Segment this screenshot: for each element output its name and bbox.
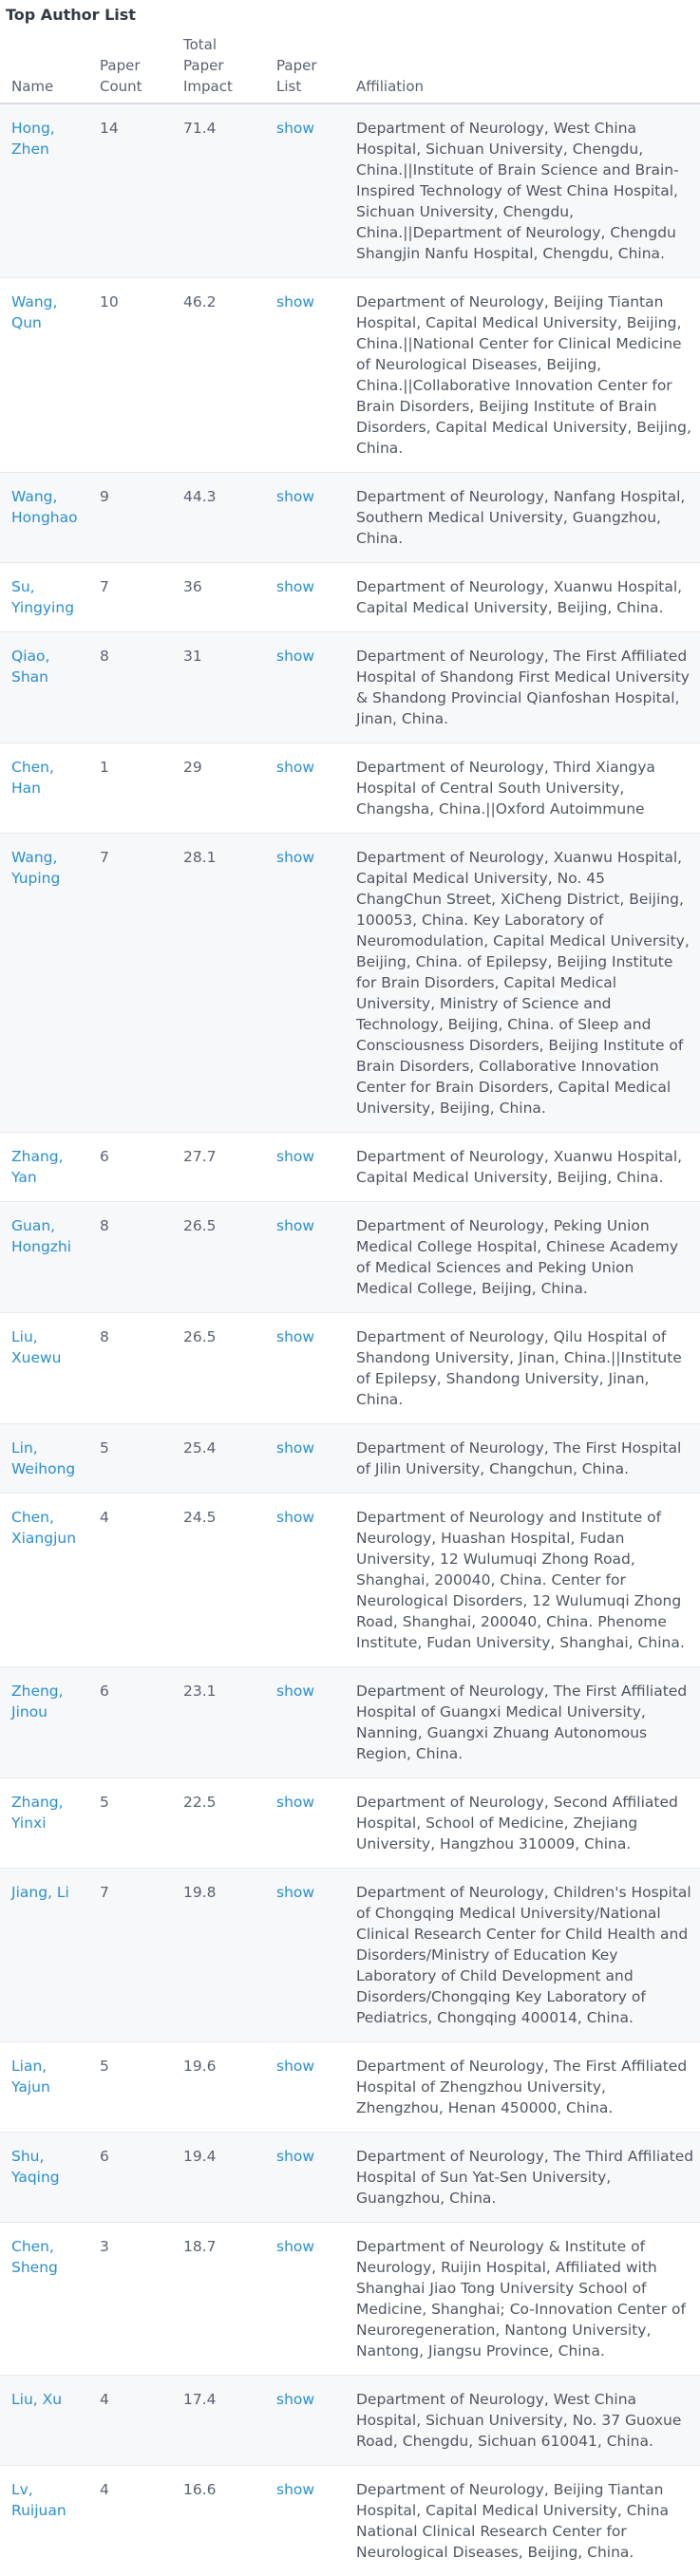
paper-count: 4 [100,2481,109,2498]
author-name-link-cell [0,2223,88,2376]
affiliation-text-cell [345,2466,700,2576]
paper-count: 8 [100,1217,109,1234]
affiliation-text-cell [345,103,700,278]
paper-count: 6 [100,1683,109,1700]
table-row [0,103,700,278]
affiliation-text: Department of Neurology, Beijing Tiantan Hospital, Capital Medical University, Beijing, China.||National Center for Clinical Medicine of Neurological Diseases, Beijing, China.||Collaborative Innovation Center for Brain Disorders, Beijing Institute of Brain Disorders, Capital Medical University, Beijing, China. [356,293,691,457]
paper-list-show-link-cell [265,2466,345,2576]
author-name-link[interactable]: Hong, Zhen [11,120,55,158]
affiliation-text: Department of Neurology, Children's Hospital of Chongqing Medical University/National Clinical Research Center for Child Health and Disorders/Ministry of Education Key Laboratory of Child Development and Disorders/Chongqing Key Laboratory of Pediatrics, Chongqing 400014, China. [356,1884,691,2026]
total-paper-impact-cell [172,1778,265,1869]
affiliation-text: Department of Neurology, The First Affiliated Hospital of Guangxi Medical University, Nanning, Guangxi Zhuang Autonomous Region, China. [356,1683,687,1762]
author-name-link-cell [0,2466,88,2576]
affiliation-text: Department of Neurology, Nanfang Hospital, Southern Medical University, Guangzhou, China. [356,488,685,547]
paper-list-show-link[interactable]: show [276,1509,314,1526]
total-paper-impact-cell [172,278,265,473]
paper-count-cell [88,1869,172,2042]
paper-list-show-link-cell [265,1778,345,1869]
affiliation-text-cell [345,1424,700,1494]
affiliation-text: Department of Neurology, West China Hospital, Sichuan University, No. 37 Guoxue Road, Chengdu, Sichuan 610041, China. [356,2391,681,2450]
paper-count-cell [88,1313,172,1424]
author-name-link-cell [0,278,88,473]
author-name-link-cell [0,563,88,632]
affiliation-text-cell [345,2223,700,2376]
header-paper-count: Paper Count [88,28,172,103]
author-name-link[interactable]: Wang, Honghao [11,488,78,526]
header-row [0,28,700,103]
paper-count: 6 [100,1148,109,1165]
paper-list-show-link[interactable]: show [276,120,314,137]
total-paper-impact-cell [172,103,265,278]
author-name-link-cell [0,1667,88,1778]
author-name-link-cell [0,1869,88,2042]
paper-count: 5 [100,1794,109,1811]
paper-count: 1 [100,759,109,776]
affiliation-text-cell [345,473,700,563]
affiliation-text-cell [345,278,700,473]
total-paper-impact: 23.1 [183,1683,217,1700]
paper-list-show-link-cell [265,1424,345,1494]
author-name-link[interactable]: Chen, Sheng [11,2238,58,2276]
paper-count-cell [88,1424,172,1494]
total-paper-impact: 22.5 [183,1794,217,1811]
total-paper-impact: 28.1 [183,849,217,866]
table-row [0,1778,700,1869]
paper-count-cell [88,1667,172,1778]
total-paper-impact-cell [172,743,265,834]
affiliation-text-cell [345,1667,700,1778]
paper-list-show-link[interactable]: show [276,1148,314,1165]
paper-count-cell [88,1778,172,1869]
table-row [0,743,700,834]
paper-list-show-link-cell [265,1667,345,1778]
total-paper-impact: 26.5 [183,1328,217,1345]
author-name-link[interactable]: Su, Yingying [11,578,74,616]
paper-list-show-link[interactable]: show [276,759,314,776]
paper-count-cell [88,473,172,563]
table-row [0,1133,700,1202]
total-paper-impact-cell [172,1869,265,2042]
paper-list-show-link-cell [265,2133,345,2223]
author-name-link-cell [0,834,88,1133]
affiliation-text-cell [345,1494,700,1667]
total-paper-impact-cell [172,2466,265,2576]
total-paper-impact-cell [172,2376,265,2466]
author-name-link[interactable]: Zhang, Yinxi [11,1794,64,1832]
author-name-link-cell [0,2042,88,2133]
paper-count: 7 [100,849,109,866]
total-paper-impact: 36 [183,578,202,595]
table-row [0,1869,700,2042]
paper-count-cell [88,2223,172,2376]
total-paper-impact: 19.8 [183,1884,217,1901]
total-paper-impact-cell [172,632,265,743]
total-paper-impact-cell [172,2223,265,2376]
paper-count-cell [88,2042,172,2133]
paper-list-show-link-cell [265,743,345,834]
affiliation-text-cell [345,1869,700,2042]
paper-count: 8 [100,1328,109,1345]
affiliation-text-cell [345,2042,700,2133]
table-row [0,278,700,473]
paper-count: 7 [100,578,109,595]
paper-count: 14 [100,120,119,137]
total-paper-impact-cell [172,473,265,563]
total-paper-impact: 26.5 [183,1217,217,1234]
paper-list-show-link-cell [265,1202,345,1313]
paper-count: 9 [100,488,109,505]
affiliation-text: Department of Neurology, The First Affiliated Hospital of Shandong First Medical University & Shandong Provincial Qianfoshan Hospital, Jinan, China. [356,648,690,727]
paper-count: 10 [100,293,119,310]
affiliation-text-cell [345,743,700,834]
paper-count-cell [88,1494,172,1667]
total-paper-impact: 19.6 [183,2058,217,2075]
paper-list-show-link[interactable]: show [276,2238,314,2255]
author-name-link-cell [0,632,88,743]
author-name-link-cell [0,743,88,834]
table-row [0,2042,700,2133]
author-name-link-cell [0,103,88,278]
total-paper-impact-cell [172,1313,265,1424]
total-paper-impact-cell [172,1667,265,1778]
affiliation-text-cell [345,1133,700,1202]
paper-count: 4 [100,2391,109,2408]
author-name-link[interactable]: Shu, Yaqing [11,2148,60,2186]
author-name-link-cell [0,1202,88,1313]
paper-list-show-link[interactable]: show [276,1439,314,1457]
paper-list-show-link[interactable]: show [276,1328,314,1345]
table-row [0,1313,700,1424]
author-name-link-cell [0,473,88,563]
total-paper-impact: 16.6 [183,2481,217,2498]
paper-list-show-link[interactable]: show [276,293,314,310]
paper-count-cell [88,278,172,473]
paper-count: 5 [100,2058,109,2075]
paper-count-cell [88,2466,172,2576]
header-affiliation: Affiliation [345,28,700,103]
author-name-link[interactable]: Lin, Weihong [11,1439,75,1477]
paper-count-cell [88,1202,172,1313]
paper-count-cell [88,743,172,834]
author-name-link-cell [0,2376,88,2466]
total-paper-impact: 46.2 [183,293,217,310]
author-name-link-cell [0,2133,88,2223]
paper-count-cell [88,103,172,278]
total-paper-impact: 25.4 [183,1439,217,1457]
table-header [0,28,700,103]
paper-list-show-link-cell [265,834,345,1133]
affiliation-text-cell [345,1778,700,1869]
affiliation-text-cell [345,1202,700,1313]
table-row [0,1202,700,1313]
affiliation-text-cell [345,2133,700,2223]
paper-list-show-link-cell [265,563,345,632]
paper-count-cell [88,1133,172,1202]
total-paper-impact: 27.7 [183,1148,217,1165]
affiliation-text: Department of Neurology, The Third Affiliated Hospital of Sun Yat-Sen University, Guangzhou, China. [356,2148,693,2207]
table-row [0,834,700,1133]
affiliation-text: Department of Neurology, The First Affiliated Hospital of Zhengzhou University, Zhengzhou, Henan 450000, China. [356,2058,687,2116]
affiliation-text: Department of Neurology, Xuanwu Hospital, Capital Medical University, Beijing, China. [356,578,682,616]
affiliation-text-cell [345,1313,700,1424]
paper-count: 3 [100,2238,109,2255]
affiliation-text: Department of Neurology, Second Affiliated Hospital, School of Medicine, Zhejiang University, Hangzhou 310009, China. [356,1794,678,1852]
total-paper-impact-cell [172,1494,265,1667]
paper-count-cell [88,2133,172,2223]
paper-list-show-link-cell [265,2042,345,2133]
affiliation-text: Department of Neurology and Institute of Neurology, Huashan Hospital, Fudan University, 12 Wulumuqi Zhong Road, Shanghai, 200040, China. Center for Neurological Disorders, 12 Wulumuqi Zhong Road, Shanghai, 200040, China. Phenome Institute, Fudan University, Shanghai, China. [356,1509,692,1651]
total-paper-impact: 31 [183,648,202,665]
table-row [0,473,700,563]
total-paper-impact: 24.5 [183,1509,217,1526]
paper-list-show-link-cell [265,278,345,473]
page-title: Top Author List [0,0,700,28]
paper-list-show-link[interactable]: show [276,578,314,595]
table-row [0,2376,700,2466]
paper-list-show-link[interactable]: show [276,1794,314,1811]
affiliation-text: Department of Neurology, Peking Union Medical College Hospital, Chinese Academy of Medical Sciences and Peking Union Medical College, Beijing, China. [356,1217,678,1297]
paper-count: 5 [100,1439,109,1457]
affiliation-text: Department of Neurology & Institute of Neurology, Ruijin Hospital, Affiliated with Shanghai Jiao Tong University School of Medicine, Shanghai; Co-Innovation Center of Neuroregeneration, Nantong University, Nantong, Jiangsu Province, China. [356,2238,686,2360]
paper-count-cell [88,2376,172,2466]
paper-count-cell [88,563,172,632]
total-paper-impact: 17.4 [183,2391,217,2408]
table-row [0,632,700,743]
paper-list-show-link[interactable]: show [276,488,314,505]
author-name-link-cell [0,1133,88,1202]
paper-list-show-link[interactable]: show [276,2148,314,2165]
total-paper-impact: 44.3 [183,488,217,505]
author-name-link-cell [0,1313,88,1424]
author-name-link[interactable]: Chen, Han [11,759,54,797]
paper-list-show-link[interactable]: show [276,2481,314,2498]
author-name-link[interactable]: Zhang, Yan [11,1148,64,1186]
header-paper-list: Paper List [265,28,345,103]
table-row [0,2133,700,2223]
paper-list-show-link[interactable]: show [276,1884,314,1901]
affiliation-text: Department of Neurology, Xuanwu Hospital, Capital Medical University, Beijing, China. [356,1148,682,1186]
author-name-link[interactable]: Chen, Xiangjun [11,1509,76,1547]
total-paper-impact-cell [172,1133,265,1202]
affiliation-text: Department of Neurology, Third Xiangya Hospital of Central South University, Changsha, China.||Oxford Autoimmune [356,759,655,818]
total-paper-impact: 29 [183,759,202,776]
total-paper-impact-cell [172,2042,265,2133]
affiliation-text-cell [345,2376,700,2466]
table-row [0,563,700,632]
paper-list-show-link[interactable]: show [276,648,314,665]
total-paper-impact-cell [172,563,265,632]
paper-list-show-link-cell [265,632,345,743]
total-paper-impact-cell [172,1424,265,1494]
author-name-link[interactable]: Zheng, Jinou [11,1683,64,1720]
paper-list-show-link-cell [265,1313,345,1424]
total-paper-impact-cell [172,2133,265,2223]
author-table [0,28,700,2576]
header-name: Name [0,28,88,103]
affiliation-text: Department of Neurology, Qilu Hospital of Shandong University, Jinan, China.||Institute of Epilepsy, Shandong University, Jinan, China. [356,1328,682,1408]
author-name-link[interactable]: Wang, Qun [11,293,57,331]
paper-list-show-link[interactable]: show [276,849,314,866]
affiliation-text: Department of Neurology, The First Hospital of Jilin University, Changchun, China. [356,1439,681,1477]
total-paper-impact-cell [172,834,265,1133]
table-row [0,2223,700,2376]
total-paper-impact-cell [172,1202,265,1313]
affiliation-text-cell [345,834,700,1133]
paper-list-show-link[interactable]: show [276,2391,314,2408]
paper-count: 6 [100,2148,109,2165]
paper-list-show-link-cell [265,1869,345,2042]
paper-count-cell [88,834,172,1133]
table-row [0,1424,700,1494]
paper-list-show-link[interactable]: show [276,1217,314,1234]
paper-list-show-link[interactable]: show [276,2058,314,2075]
table-body [0,103,700,2576]
total-paper-impact: 19.4 [183,2148,217,2165]
author-name-link[interactable]: Liu, Xuewu [11,1328,61,1366]
table-row [0,1494,700,1667]
header-total-impact: Total Paper Impact [172,28,265,103]
affiliation-text: Department of Neurology, West China Hospital, Sichuan University, Chengdu, China.||Institute of Brain Science and Brain-Inspired Technology of West China Hospital, Sichuan University, Chengdu, China.||Department of Neurology, Chengdu Shangjin Nanfu Hospital, Chengdu, China. [356,120,679,262]
affiliation-text-cell [345,563,700,632]
table-row [0,1667,700,1778]
paper-list-show-link-cell [265,2376,345,2466]
paper-count: 4 [100,1509,109,1526]
affiliation-text: Department of Neurology, Beijing Tiantan Hospital, Capital Medical University, China National Clinical Research Center for Neurological Diseases, Beijing, China. [356,2481,669,2561]
author-name-link[interactable]: Jiang, Li [11,1884,69,1901]
table-row [0,2466,700,2576]
author-name-link-cell [0,1424,88,1494]
author-name-link[interactable]: Wang, Yuping [11,849,60,887]
paper-list-show-link-cell [265,1494,345,1667]
affiliation-text: Department of Neurology, Xuanwu Hospital, Capital Medical University, No. 45 ChangChun Street, XiCheng District, Beijing, 100053, China. Key Laboratory of Neuromodulation, Capital Medical University, Beijing, China. of Epilepsy, Beijing Institute for Brain Disorders, Capital Medical University, Ministry of Science and Technology, Beijing, China. of Sleep and Consciousness Disorders, Beijing Institute of Brain Disorders, Collaborative Innovation Center for Brain Disorders, Capital Medical University, Beijing, China. [356,849,690,1117]
affiliation-text-cell [345,632,700,743]
paper-list-show-link[interactable]: show [276,1683,314,1700]
total-paper-impact: 71.4 [183,120,217,137]
paper-list-show-link-cell [265,473,345,563]
author-name-link[interactable]: Qiao, Shan [11,648,49,686]
author-name-link[interactable]: Liu, Xu [11,2391,62,2408]
paper-count: 7 [100,1884,109,1901]
paper-list-show-link-cell [265,2223,345,2376]
paper-list-show-link-cell [265,1133,345,1202]
author-name-link-cell [0,1494,88,1667]
total-paper-impact: 18.7 [183,2238,217,2255]
author-name-link[interactable]: Lv, Ruijuan [11,2481,66,2519]
author-name-link[interactable]: Guan, Hongzhi [11,1217,71,1255]
paper-count-cell [88,632,172,743]
paper-list-show-link-cell [265,103,345,278]
author-name-link-cell [0,1778,88,1869]
author-name-link[interactable]: Lian, Yajun [11,2058,50,2096]
paper-count: 8 [100,648,109,665]
